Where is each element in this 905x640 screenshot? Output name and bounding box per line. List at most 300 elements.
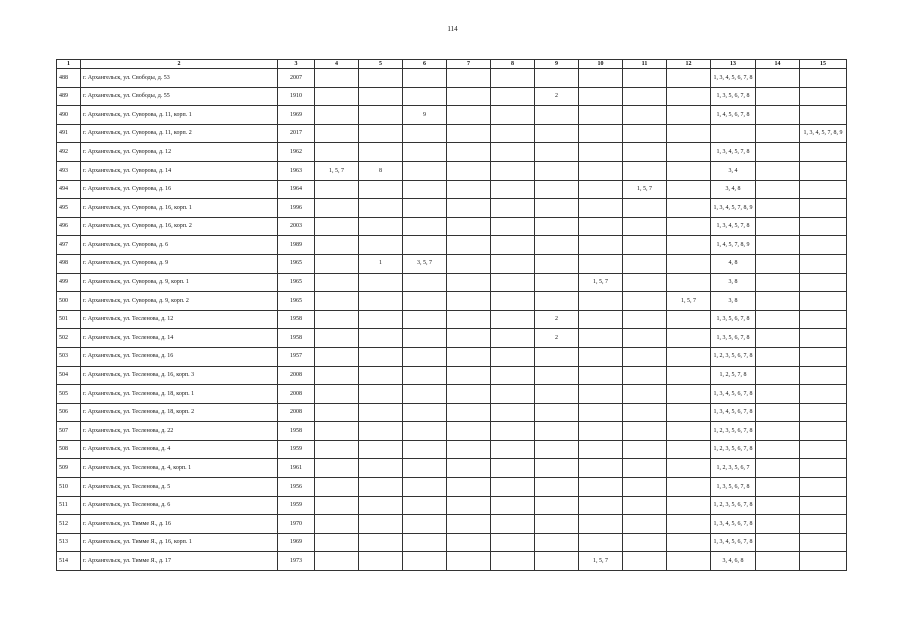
table-cell bbox=[756, 292, 800, 311]
table-cell bbox=[403, 385, 447, 404]
table-cell: 2 bbox=[535, 310, 579, 329]
table-cell bbox=[800, 236, 847, 255]
table-cell: 8 bbox=[359, 161, 403, 180]
table-cell bbox=[800, 347, 847, 366]
header-row bbox=[57, 60, 847, 69]
table-row bbox=[57, 347, 847, 366]
address-cell: г. Архангельск, ул. Суворова, д. 9, корп. 2 bbox=[81, 292, 278, 311]
table-cell bbox=[756, 552, 800, 571]
table-cell bbox=[535, 161, 579, 180]
table-cell bbox=[447, 180, 491, 199]
column-header: 5 bbox=[359, 60, 403, 69]
table-cell bbox=[800, 533, 847, 552]
table-row bbox=[57, 180, 847, 199]
year-cell: 1963 bbox=[278, 161, 315, 180]
table-cell bbox=[756, 199, 800, 218]
table-cell bbox=[491, 199, 535, 218]
table-cell bbox=[403, 310, 447, 329]
table-cell bbox=[359, 106, 403, 125]
table-cell bbox=[800, 106, 847, 125]
table-row bbox=[57, 254, 847, 273]
address-cell: г. Архангельск, ул. Тимме Я., д. 16, корп. 1 bbox=[81, 533, 278, 552]
table-cell: 2 bbox=[535, 87, 579, 106]
table-cell bbox=[535, 292, 579, 311]
table-cell bbox=[491, 329, 535, 348]
table-cell bbox=[756, 533, 800, 552]
table-cell bbox=[447, 552, 491, 571]
table-cell bbox=[491, 496, 535, 515]
column-header: 2 bbox=[81, 60, 278, 69]
table-cell bbox=[447, 403, 491, 422]
table-cell bbox=[315, 366, 359, 385]
table-row bbox=[57, 236, 847, 255]
table-cell bbox=[535, 533, 579, 552]
year-cell: 1956 bbox=[278, 478, 315, 497]
year-cell: 1959 bbox=[278, 496, 315, 515]
row-number: 494 bbox=[57, 180, 81, 199]
address-cell: г. Архангельск, ул. Тесленова, д. 16 bbox=[81, 347, 278, 366]
year-cell: 1989 bbox=[278, 236, 315, 255]
column-header: 10 bbox=[579, 60, 623, 69]
address-cell: г. Архангельск, ул. Тесленова, д. 18, корп. 2 bbox=[81, 403, 278, 422]
table-cell bbox=[623, 403, 667, 422]
address-cell: г. Архангельск, ул. Суворова, д. 16 bbox=[81, 180, 278, 199]
table-cell: 1, 2, 3, 5, 6, 7, 8 bbox=[711, 422, 756, 441]
table-cell: 1, 3, 5, 6, 7, 8 bbox=[711, 478, 756, 497]
year-cell: 1958 bbox=[278, 422, 315, 441]
table-row bbox=[57, 143, 847, 162]
table-cell bbox=[535, 236, 579, 255]
table-cell bbox=[447, 459, 491, 478]
table-cell: 1, 3, 4, 5, 7, 8 bbox=[711, 143, 756, 162]
year-cell: 2017 bbox=[278, 124, 315, 143]
table-row bbox=[57, 87, 847, 106]
table-cell bbox=[800, 87, 847, 106]
table-row bbox=[57, 273, 847, 292]
table-cell bbox=[491, 180, 535, 199]
table-cell bbox=[403, 366, 447, 385]
address-cell: г. Архангельск, ул. Тесленова, д. 5 bbox=[81, 478, 278, 497]
column-header: 15 bbox=[800, 60, 847, 69]
table-cell bbox=[756, 440, 800, 459]
table-cell bbox=[315, 87, 359, 106]
table-cell bbox=[491, 478, 535, 497]
table-cell bbox=[403, 199, 447, 218]
table-cell bbox=[756, 329, 800, 348]
table-cell bbox=[667, 552, 711, 571]
address-cell: г. Архангельск, ул. Суворова, д. 9 bbox=[81, 254, 278, 273]
table-cell bbox=[800, 273, 847, 292]
table-cell bbox=[623, 143, 667, 162]
table-cell bbox=[315, 459, 359, 478]
table-cell bbox=[579, 236, 623, 255]
table-body bbox=[57, 69, 847, 571]
table-cell bbox=[756, 180, 800, 199]
table-cell: 1, 4, 5, 7, 8, 9 bbox=[711, 236, 756, 255]
table-cell bbox=[623, 329, 667, 348]
column-header: 13 bbox=[711, 60, 756, 69]
table-cell bbox=[535, 478, 579, 497]
column-header: 11 bbox=[623, 60, 667, 69]
table-cell bbox=[667, 385, 711, 404]
table-cell bbox=[535, 199, 579, 218]
year-cell: 1964 bbox=[278, 180, 315, 199]
row-number: 490 bbox=[57, 106, 81, 125]
table-cell bbox=[800, 254, 847, 273]
column-header: 9 bbox=[535, 60, 579, 69]
address-cell: г. Архангельск, ул. Суворова, д. 11, корп. 2 bbox=[81, 124, 278, 143]
year-cell: 1957 bbox=[278, 347, 315, 366]
address-cell: г. Архангельск, ул. Суворова, д. 14 bbox=[81, 161, 278, 180]
row-number: 503 bbox=[57, 347, 81, 366]
table-cell bbox=[447, 366, 491, 385]
address-cell: г. Архангельск, ул. Суворова, д. 9, корп. 1 bbox=[81, 273, 278, 292]
address-cell: г. Архангельск, ул. Тимме Я., д. 16 bbox=[81, 515, 278, 534]
table-cell bbox=[756, 459, 800, 478]
table-cell bbox=[800, 199, 847, 218]
year-cell: 1996 bbox=[278, 199, 315, 218]
table-cell bbox=[315, 254, 359, 273]
row-number: 510 bbox=[57, 478, 81, 497]
year-cell: 2003 bbox=[278, 217, 315, 236]
table-cell bbox=[800, 422, 847, 441]
table-cell bbox=[623, 236, 667, 255]
table-cell bbox=[359, 422, 403, 441]
table-cell bbox=[800, 292, 847, 311]
address-cell: г. Архангельск, ул. Тесленова, д. 12 bbox=[81, 310, 278, 329]
table-cell bbox=[315, 124, 359, 143]
table-row bbox=[57, 329, 847, 348]
table-cell: 1, 5, 7 bbox=[623, 180, 667, 199]
column-header: 4 bbox=[315, 60, 359, 69]
table-cell bbox=[491, 87, 535, 106]
row-number: 504 bbox=[57, 366, 81, 385]
table-cell bbox=[667, 69, 711, 88]
table-cell bbox=[447, 440, 491, 459]
table-cell bbox=[800, 403, 847, 422]
address-cell: г. Архангельск, ул. Тесленова, д. 18, корп. 1 bbox=[81, 385, 278, 404]
table-cell bbox=[667, 310, 711, 329]
table-cell bbox=[491, 422, 535, 441]
table-cell bbox=[535, 403, 579, 422]
table-cell bbox=[623, 496, 667, 515]
table-cell: 1, 2, 3, 5, 6, 7 bbox=[711, 459, 756, 478]
table-cell bbox=[579, 180, 623, 199]
table-cell bbox=[491, 385, 535, 404]
row-number: 493 bbox=[57, 161, 81, 180]
table-cell bbox=[359, 478, 403, 497]
year-cell: 1965 bbox=[278, 254, 315, 273]
table-cell bbox=[667, 478, 711, 497]
year-cell: 2008 bbox=[278, 385, 315, 404]
table-cell bbox=[667, 161, 711, 180]
table-row bbox=[57, 533, 847, 552]
year-cell: 1970 bbox=[278, 515, 315, 534]
table-cell bbox=[447, 292, 491, 311]
table-cell bbox=[315, 236, 359, 255]
table-cell bbox=[579, 533, 623, 552]
row-number: 500 bbox=[57, 292, 81, 311]
year-cell: 1961 bbox=[278, 459, 315, 478]
row-number: 502 bbox=[57, 329, 81, 348]
table-cell bbox=[315, 440, 359, 459]
table-cell bbox=[800, 496, 847, 515]
table-cell bbox=[447, 310, 491, 329]
table-cell: 1, 5, 7 bbox=[579, 273, 623, 292]
table-cell bbox=[447, 347, 491, 366]
table-row bbox=[57, 403, 847, 422]
address-cell: г. Архангельск, ул. Свободы, д. 53 bbox=[81, 69, 278, 88]
table-cell: 1, 3, 4, 5, 6, 7, 8 bbox=[711, 385, 756, 404]
address-cell: г. Архангельск, ул. Суворова, д. 11, корп. 1 bbox=[81, 106, 278, 125]
table-cell bbox=[579, 124, 623, 143]
table-cell bbox=[535, 440, 579, 459]
address-cell: г. Архангельск, ул. Суворова, д. 16, корп. 1 bbox=[81, 199, 278, 218]
table-cell bbox=[579, 87, 623, 106]
year-cell: 1973 bbox=[278, 552, 315, 571]
year-cell: 2008 bbox=[278, 403, 315, 422]
table-cell: 1, 3, 5, 6, 7, 8 bbox=[711, 329, 756, 348]
table-cell bbox=[491, 292, 535, 311]
table-cell bbox=[403, 124, 447, 143]
row-number: 514 bbox=[57, 552, 81, 571]
table-cell bbox=[491, 459, 535, 478]
table-cell bbox=[623, 161, 667, 180]
table-cell bbox=[403, 273, 447, 292]
table-cell bbox=[491, 347, 535, 366]
table-cell bbox=[491, 124, 535, 143]
table-cell bbox=[403, 440, 447, 459]
table-row bbox=[57, 440, 847, 459]
column-header: 7 bbox=[447, 60, 491, 69]
table-cell: 1, 2, 3, 5, 6, 7, 8 bbox=[711, 440, 756, 459]
table-cell: 3, 8 bbox=[711, 292, 756, 311]
table-cell bbox=[447, 124, 491, 143]
table-cell bbox=[403, 459, 447, 478]
table-cell bbox=[535, 347, 579, 366]
table-cell: 1, 5, 7 bbox=[667, 292, 711, 311]
table-cell bbox=[623, 533, 667, 552]
table-row bbox=[57, 310, 847, 329]
table-cell bbox=[359, 329, 403, 348]
table-cell bbox=[359, 69, 403, 88]
table-cell bbox=[315, 310, 359, 329]
table-cell bbox=[579, 217, 623, 236]
table-cell bbox=[579, 329, 623, 348]
year-cell: 1969 bbox=[278, 533, 315, 552]
table-cell bbox=[800, 143, 847, 162]
table-cell bbox=[447, 273, 491, 292]
table-cell bbox=[491, 143, 535, 162]
table-cell bbox=[447, 329, 491, 348]
table-cell bbox=[447, 478, 491, 497]
table-cell: 3, 4, 6, 8 bbox=[711, 552, 756, 571]
table-cell bbox=[403, 478, 447, 497]
buildings-table bbox=[56, 59, 847, 571]
table-cell: 3, 8 bbox=[711, 273, 756, 292]
table-cell bbox=[403, 292, 447, 311]
table-row bbox=[57, 106, 847, 125]
table-cell bbox=[447, 106, 491, 125]
table-cell bbox=[359, 87, 403, 106]
table-cell bbox=[447, 143, 491, 162]
table-cell bbox=[403, 161, 447, 180]
table-cell bbox=[315, 199, 359, 218]
table-cell bbox=[623, 217, 667, 236]
year-cell: 2008 bbox=[278, 366, 315, 385]
table-cell bbox=[447, 422, 491, 441]
table-cell bbox=[756, 347, 800, 366]
table-cell: 9 bbox=[403, 106, 447, 125]
year-cell: 1958 bbox=[278, 329, 315, 348]
table-cell bbox=[359, 236, 403, 255]
table-cell bbox=[756, 385, 800, 404]
table-cell bbox=[756, 143, 800, 162]
table-cell bbox=[623, 87, 667, 106]
table-cell bbox=[535, 422, 579, 441]
table-cell bbox=[491, 310, 535, 329]
table-cell bbox=[579, 403, 623, 422]
table-cell bbox=[623, 106, 667, 125]
address-cell: г. Архангельск, ул. Свободы, д. 55 bbox=[81, 87, 278, 106]
table-cell bbox=[315, 329, 359, 348]
table-cell bbox=[447, 533, 491, 552]
table-cell bbox=[579, 347, 623, 366]
table-cell: 3, 4, 8 bbox=[711, 180, 756, 199]
table-cell bbox=[667, 273, 711, 292]
table-cell bbox=[623, 347, 667, 366]
table-cell bbox=[535, 180, 579, 199]
table-cell bbox=[315, 422, 359, 441]
table-row bbox=[57, 161, 847, 180]
page-number: 114 bbox=[447, 25, 458, 33]
table-cell bbox=[447, 254, 491, 273]
table-cell bbox=[447, 199, 491, 218]
row-number: 492 bbox=[57, 143, 81, 162]
table-cell bbox=[623, 124, 667, 143]
table-cell bbox=[447, 236, 491, 255]
year-cell: 2007 bbox=[278, 69, 315, 88]
table-cell bbox=[535, 366, 579, 385]
table-cell bbox=[315, 217, 359, 236]
table-cell bbox=[359, 292, 403, 311]
table-cell bbox=[756, 273, 800, 292]
table-cell: 1, 2, 5, 7, 8 bbox=[711, 366, 756, 385]
address-cell: г. Архангельск, ул. Суворова, д. 12 bbox=[81, 143, 278, 162]
table-cell: 1, 2, 3, 5, 6, 7, 8 bbox=[711, 347, 756, 366]
table-cell bbox=[800, 180, 847, 199]
table-cell bbox=[667, 87, 711, 106]
table-cell bbox=[403, 422, 447, 441]
table-cell bbox=[491, 440, 535, 459]
address-cell: г. Архангельск, ул. Тесленова, д. 22 bbox=[81, 422, 278, 441]
table-cell bbox=[800, 366, 847, 385]
table-cell bbox=[535, 552, 579, 571]
table-cell bbox=[711, 124, 756, 143]
table-cell bbox=[447, 87, 491, 106]
table-cell bbox=[359, 217, 403, 236]
table-cell: 1, 5, 7 bbox=[315, 161, 359, 180]
table-cell bbox=[667, 533, 711, 552]
table-cell bbox=[403, 496, 447, 515]
year-cell: 1910 bbox=[278, 87, 315, 106]
table-cell bbox=[535, 106, 579, 125]
table-cell bbox=[756, 217, 800, 236]
table-cell bbox=[491, 273, 535, 292]
table-row bbox=[57, 124, 847, 143]
table-cell bbox=[667, 180, 711, 199]
table-cell bbox=[756, 403, 800, 422]
table-cell bbox=[667, 143, 711, 162]
table-cell bbox=[623, 292, 667, 311]
column-header: 14 bbox=[756, 60, 800, 69]
table-cell bbox=[623, 69, 667, 88]
table-cell bbox=[315, 515, 359, 534]
table-cell bbox=[315, 273, 359, 292]
table-cell: 1, 3, 4, 5, 6, 7, 8 bbox=[711, 69, 756, 88]
table-cell bbox=[403, 515, 447, 534]
table-cell: 3, 4 bbox=[711, 161, 756, 180]
table-cell bbox=[359, 440, 403, 459]
table-cell: 1, 3, 4, 5, 7, 8 bbox=[711, 217, 756, 236]
table-cell: 1, 3, 5, 6, 7, 8 bbox=[711, 87, 756, 106]
table-cell bbox=[535, 385, 579, 404]
table-row bbox=[57, 217, 847, 236]
row-number: 491 bbox=[57, 124, 81, 143]
table-cell bbox=[535, 515, 579, 534]
table-cell bbox=[359, 385, 403, 404]
row-number: 507 bbox=[57, 422, 81, 441]
table-cell bbox=[315, 69, 359, 88]
table-cell bbox=[623, 254, 667, 273]
table-cell bbox=[491, 254, 535, 273]
table-row bbox=[57, 496, 847, 515]
table-cell: 1, 3, 4, 5, 6, 7, 8 bbox=[711, 533, 756, 552]
table-cell bbox=[315, 385, 359, 404]
table-cell bbox=[359, 515, 403, 534]
row-number: 496 bbox=[57, 217, 81, 236]
table-cell bbox=[315, 403, 359, 422]
table-cell: 2 bbox=[535, 329, 579, 348]
table-cell bbox=[491, 403, 535, 422]
table-cell bbox=[667, 366, 711, 385]
table-cell bbox=[579, 292, 623, 311]
table-cell bbox=[756, 478, 800, 497]
table-cell bbox=[403, 143, 447, 162]
table-cell bbox=[535, 217, 579, 236]
table-cell bbox=[359, 124, 403, 143]
table-cell bbox=[800, 552, 847, 571]
table-cell bbox=[403, 403, 447, 422]
table-cell bbox=[800, 515, 847, 534]
table-cell: 3, 5, 7 bbox=[403, 254, 447, 273]
year-cell: 1965 bbox=[278, 292, 315, 311]
table-cell bbox=[359, 459, 403, 478]
column-header: 8 bbox=[491, 60, 535, 69]
table-cell bbox=[667, 124, 711, 143]
column-header: 3 bbox=[278, 60, 315, 69]
table-cell bbox=[403, 533, 447, 552]
table-cell bbox=[359, 310, 403, 329]
table-cell bbox=[579, 385, 623, 404]
table-cell bbox=[800, 478, 847, 497]
table-cell bbox=[756, 515, 800, 534]
row-number: 506 bbox=[57, 403, 81, 422]
table-cell bbox=[667, 217, 711, 236]
table-row bbox=[57, 478, 847, 497]
table-cell bbox=[623, 552, 667, 571]
table-cell bbox=[359, 552, 403, 571]
